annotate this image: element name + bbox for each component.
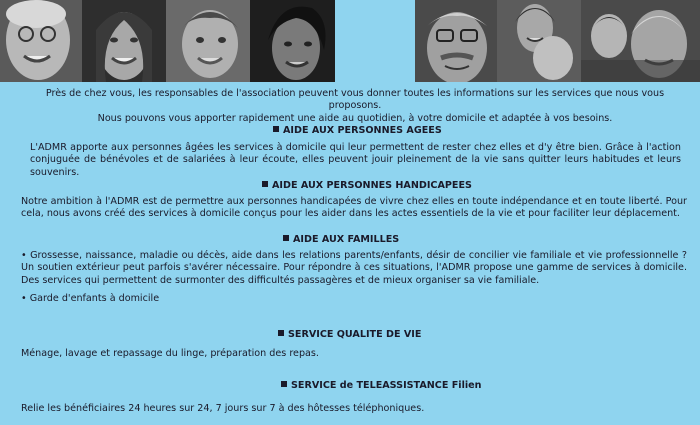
photo-woman (250, 0, 335, 82)
text-teleassistance: Relie les bénéficiaires 24 heures sur 24, 7 jours sur 7 à des hôtesses téléphoniques. (21, 403, 425, 414)
photo-young-woman (82, 0, 166, 82)
text-qualite-de-vie: Ménage, lavage et repassage du linge, préparation des repas. (21, 348, 319, 359)
heading-handicapees: AIDE AUX PERSONNES HANDICAPEES (262, 180, 472, 191)
photo-elderly-woman (0, 0, 82, 82)
intro-line-2: Nous pouvons vous apporter rapidement une aide au quotidien, à votre domicile et adaptée à vos besoins. (97, 112, 613, 124)
heading-teleassistance: SERVICE de TELEASSISTANCE Filien (281, 380, 482, 391)
square-bullet-icon (283, 235, 289, 241)
photo-grandmother-child (581, 0, 700, 82)
photo-strip (0, 0, 700, 82)
square-bullet-icon (262, 181, 268, 187)
photo-man-glasses (415, 0, 497, 82)
photo-mother-child (497, 0, 581, 82)
heading-qualite-de-vie: SERVICE QUALITE DE VIE (278, 329, 421, 340)
square-bullet-icon (281, 381, 287, 387)
text-familles: • Grossesse, naissance, maladie ou décès, aide dans les relations parents/enfants, désir de concilier vie familiale et vie professionnelle ? Un soutien extérieur peut parfois s'avérer nécessaire. Pour répondre à ces situations, l'ADMR propose une gamme de services à domicile. Des services qui permettent de surmonter des difficultés passagères et de mieux organiser sa vie familiale. (21, 250, 687, 286)
intro-text (30, 88, 680, 125)
photo-boy (166, 0, 250, 82)
heading-familles: AIDE AUX FAMILLES (283, 234, 399, 245)
square-bullet-icon (278, 330, 284, 336)
square-bullet-icon (273, 126, 279, 132)
text-garde-enfants: • Garde d'enfants à domicile (21, 293, 160, 304)
intro-line-1: Près de chez vous, les responsables de l'association peuvent vous donner toutes les informations sur les services que nous vous proposons. (45, 88, 665, 112)
text-personnes-agees: L'ADMR apporte aux personnes âgées les services à domicile qui leur permettent de rester chez elles et d'y être bien. Grâce à l'action conjuguée de bénévoles et de salariées à leur écoute, elles peuvent jouir pleinement de la vie sans quitter leurs habitudes et leurs souvenirs. (30, 142, 681, 178)
heading-personnes-agees: AIDE AUX PERSONNES AGEES (273, 125, 442, 136)
text-handicapees: Notre ambition à l'ADMR est de permettre aux personnes handicapées de vivre chez elles en toute indépendance et en toute liberté. Pour cela, nous avons créé des services à domicile conçus pour les aider dans les actes essentiels de la vie et pour faciliter leur déplacement. (21, 196, 687, 220)
